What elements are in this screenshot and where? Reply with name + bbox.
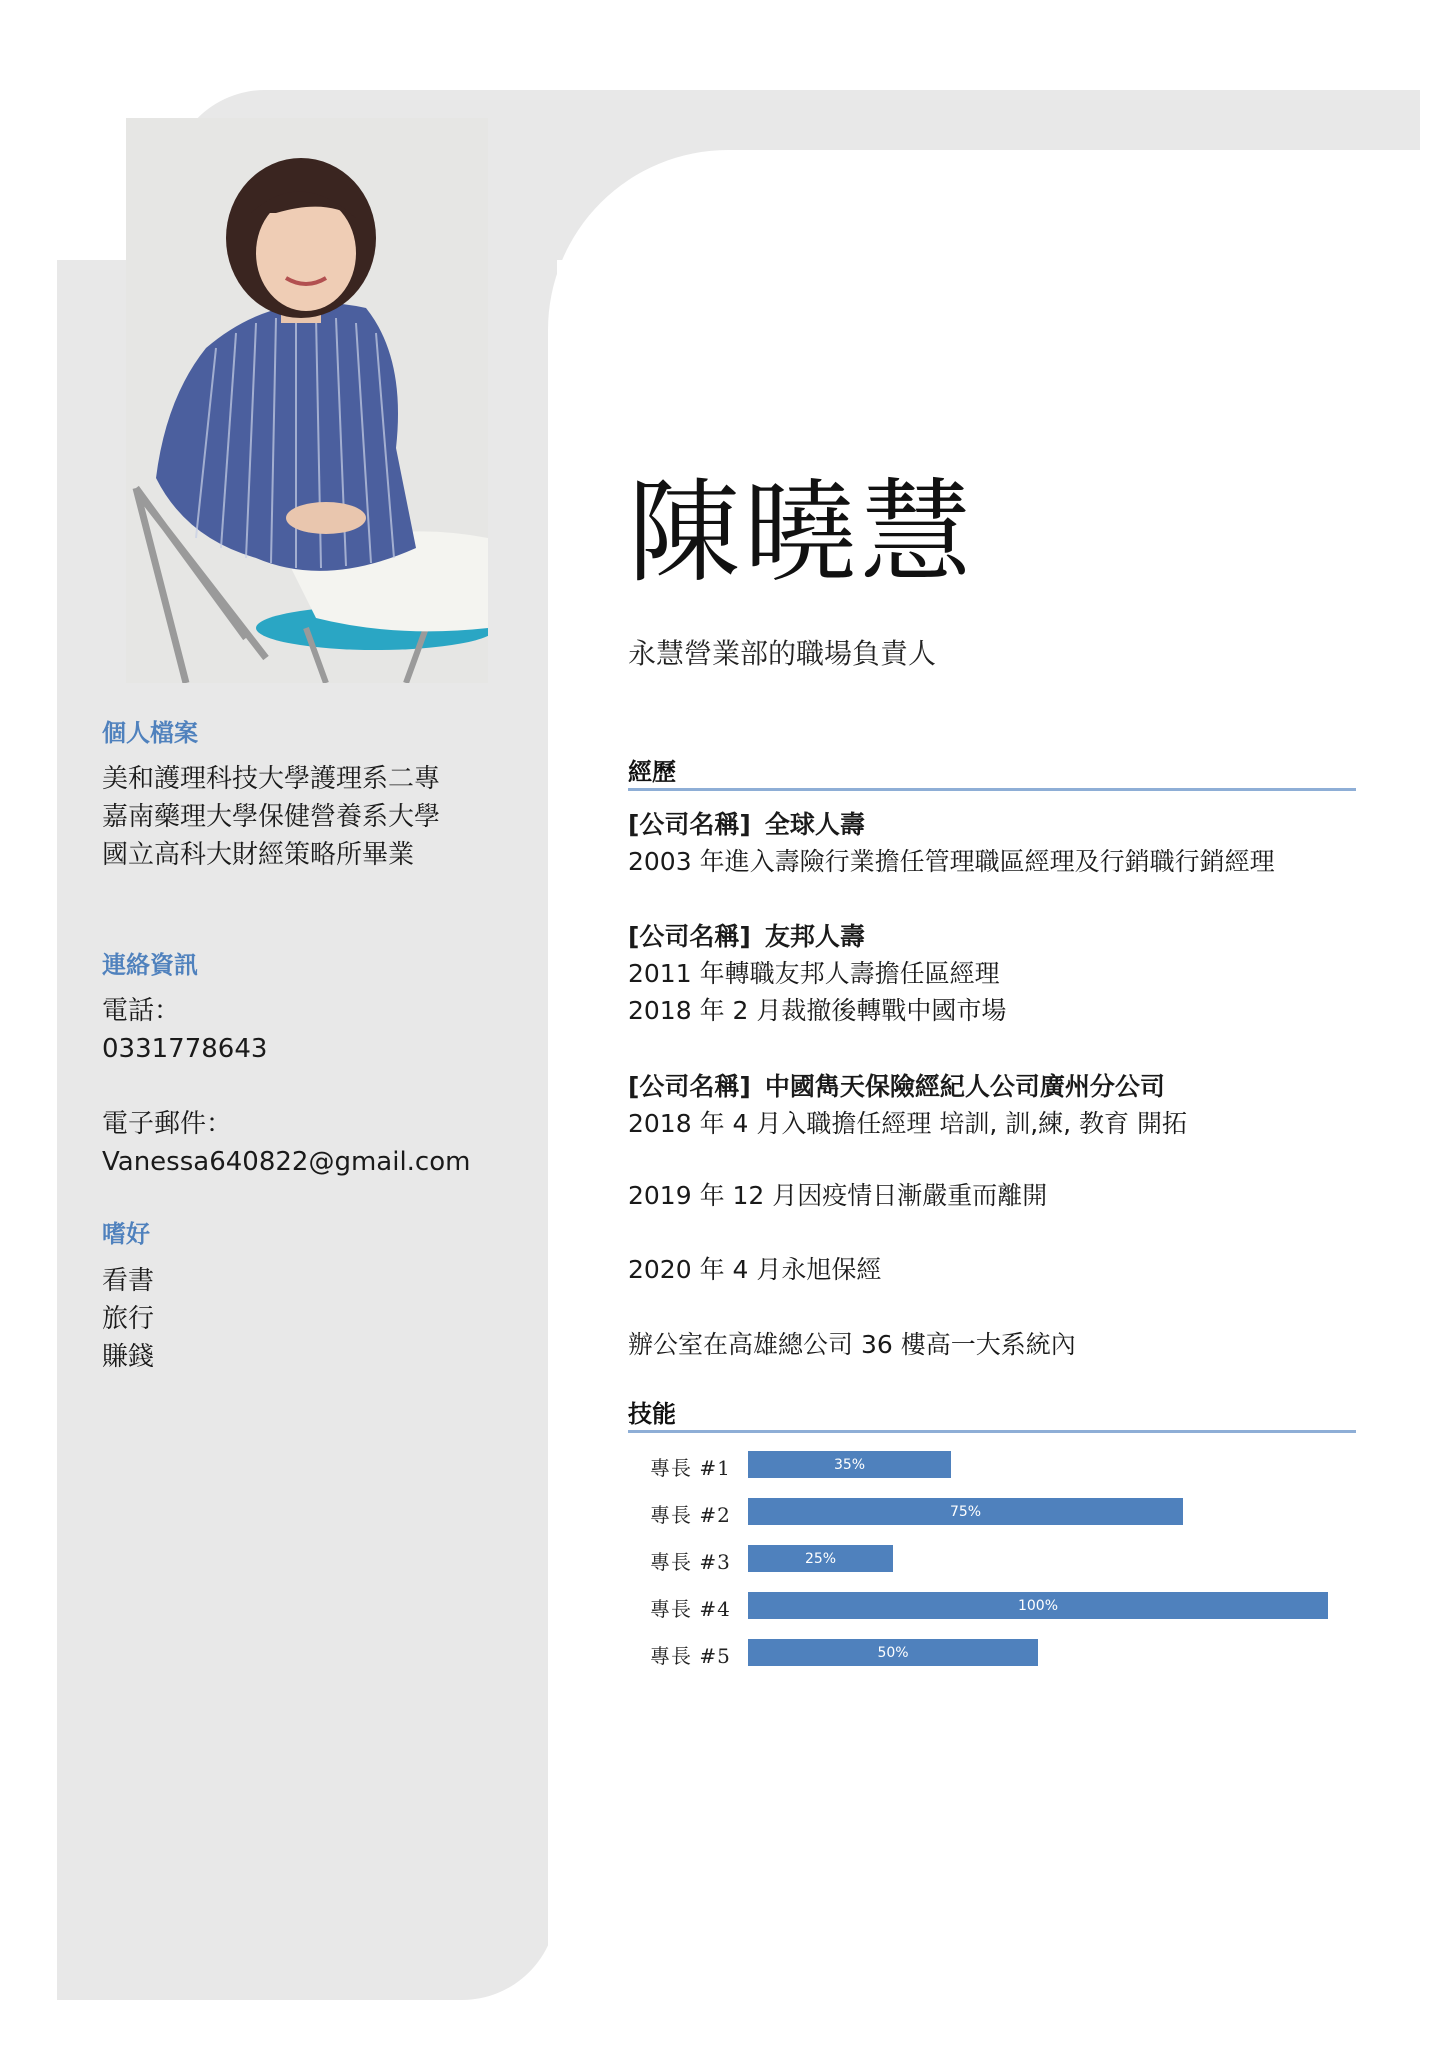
profile-line: 美和護理科技大學護理系二專: [102, 764, 441, 794]
hobbies-heading: 嗜好: [102, 1220, 150, 1248]
hobby-item: 旅行: [102, 1304, 155, 1334]
skill-label: 專長 #4: [650, 1597, 731, 1621]
skills-rule: [628, 1430, 1356, 1433]
skill-track: [748, 1639, 1328, 1666]
skill-bar: [748, 1545, 893, 1572]
experience-note: 辦公室在高雄總公司 36 樓高一大系統內: [628, 1330, 1076, 1359]
person-name: 陳曉慧: [628, 468, 976, 598]
skill-row: [628, 1495, 1368, 1542]
skill-track: [748, 1498, 1328, 1525]
profile-line: 嘉南藥理大學保健營養系大學: [102, 802, 441, 832]
skill-label: 專長 #2: [650, 1503, 731, 1527]
hobbies-list: [102, 1262, 154, 1376]
phone-value: 0331778643: [102, 1034, 268, 1064]
skill-label: 專長 #1: [650, 1456, 731, 1480]
email-label: 電子郵件：: [102, 1109, 233, 1139]
company-line: [公司名稱] 中國雋天保險經紀人公司廣州分公司: [628, 1072, 1165, 1101]
skill-bar: [748, 1498, 1183, 1525]
skill-bar: [748, 1451, 951, 1478]
experience-line: 2018 年 4 月入職擔任經理 培訓, 訓,練, 教育 開拓: [628, 1109, 1187, 1138]
email-value: Vanessa640822@gmail.com: [102, 1147, 471, 1177]
profile-list: [102, 760, 440, 874]
experience-entry: [628, 1068, 1187, 1142]
company-line: [公司名稱] 友邦人壽: [628, 922, 865, 951]
skill-row: [628, 1589, 1368, 1636]
skill-percent: 35%: [833, 1456, 866, 1473]
portrait-photo: [126, 118, 488, 683]
skills-chart: [628, 1448, 1368, 1683]
skill-track: [748, 1545, 1328, 1572]
skill-row: [628, 1542, 1368, 1589]
skills-heading: 技能: [628, 1400, 676, 1428]
skill-row: [628, 1448, 1368, 1495]
experience-rule: [628, 788, 1356, 791]
hobby-item: 看書: [102, 1266, 155, 1296]
experience-heading: 經歷: [628, 758, 676, 786]
email-info: [102, 1105, 470, 1181]
experience-note: 2020 年 4 月永旭保經: [628, 1255, 882, 1284]
profile-heading: 個人檔案: [102, 719, 198, 747]
skill-percent: 75%: [949, 1503, 982, 1520]
company-line: [公司名稱] 全球人壽: [628, 810, 865, 839]
experience-line: 2003 年進入壽險行業擔任管理職區經理及行銷職行銷經理: [628, 847, 1275, 876]
job-title: 永慧營業部的職場負責人: [628, 637, 937, 670]
skill-percent: 50%: [877, 1644, 909, 1661]
experience-entry: [628, 806, 1275, 880]
skill-percent: 25%: [804, 1550, 837, 1567]
phone-label: 電話：: [102, 996, 181, 1026]
skill-percent: 100%: [1017, 1597, 1059, 1614]
experience-entry: [628, 918, 1006, 1029]
skill-row: [628, 1636, 1368, 1683]
skill-bar: [748, 1639, 1038, 1666]
experience-note: 2019 年 12 月因疫情日漸嚴重而離開: [628, 1181, 1048, 1210]
contact-heading: 連絡資訊: [102, 951, 198, 979]
skill-label: 專長 #5: [650, 1644, 731, 1668]
skill-label: 專長 #3: [650, 1550, 731, 1574]
skill-track: [748, 1451, 1328, 1478]
skill-track: [748, 1592, 1328, 1619]
contact-info: [102, 992, 267, 1068]
experience-line: 2011 年轉職友邦人壽擔任區經理: [628, 959, 1000, 988]
skill-bar: [748, 1592, 1328, 1619]
hobby-item: 賺錢: [102, 1342, 155, 1372]
profile-line: 國立高科大財經策略所畢業: [102, 840, 415, 870]
experience-line: 2018 年 2 月裁撤後轉戰中國市場: [628, 996, 1007, 1025]
